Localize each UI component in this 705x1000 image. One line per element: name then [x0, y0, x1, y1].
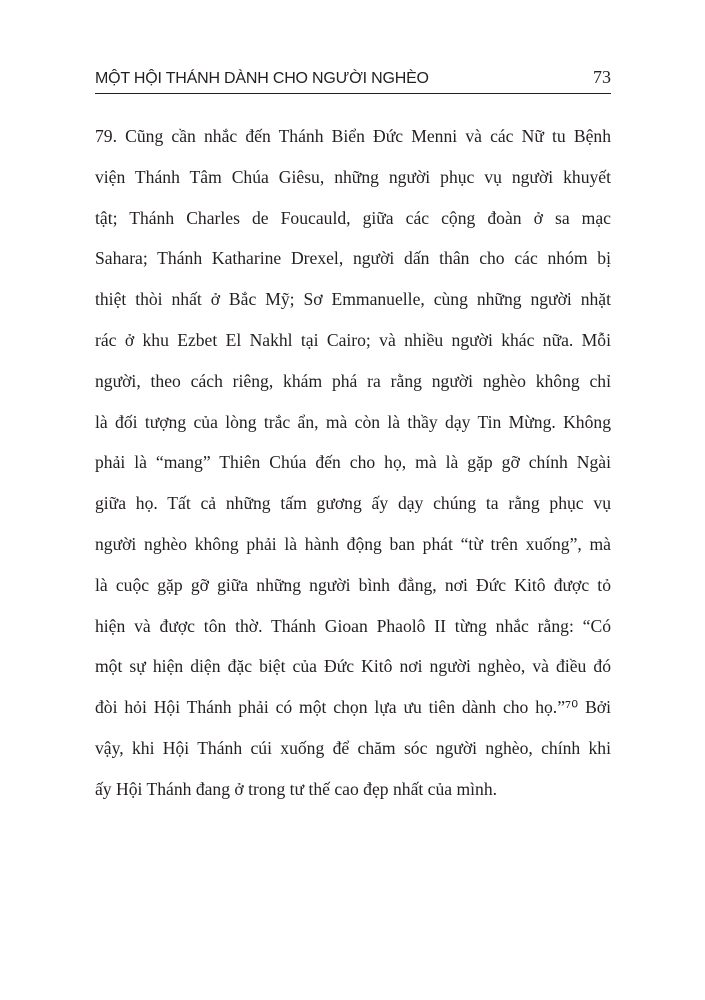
text-line: là cuộc gặp gỡ giữa những người bình đẳng, nơi Đức Kitô được tỏ	[95, 574, 611, 595]
text-line: giữa họ. Tất cả những tấm gương ấy dạy chúng ta rằng phục vụ	[95, 493, 611, 514]
page-number: 73	[593, 67, 611, 87]
body-paragraph	[95, 116, 611, 810]
text-line: vậy, khi Hội Thánh cúi xuống để chăm sóc người nghèo, chính khi	[95, 737, 611, 758]
text-line: hiện và được tôn thờ. Thánh Gioan Phaolô II từng nhắc rằng: “Có	[95, 615, 611, 636]
text-line: đòi hỏi Hội Thánh phải có một chọn lựa ưu tiên dành cho họ.”⁷⁰ Bởi	[95, 697, 611, 718]
text-line: người, theo cách riêng, khám phá ra rằng người nghèo không chỉ	[95, 370, 611, 391]
text-line: người nghèo không phải là hành động ban phát “từ trên xuống”, mà	[95, 533, 611, 554]
text-line: thiệt thòi nhất ở Bắc Mỹ; Sơ Emmanuelle, cùng những người nhặt	[95, 289, 611, 310]
text-line: ấy Hội Thánh đang ở trong tư thế cao đẹp nhất của mình.	[95, 778, 498, 799]
text-line: Sahara; Thánh Katharine Drexel, người dấn thân cho các nhóm bị	[95, 248, 611, 269]
text-line: viện Thánh Tâm Chúa Giêsu, những người phục vụ người khuyết	[95, 166, 611, 187]
text-line: rác ở khu Ezbet El Nakhl tại Cairo; và nhiều người khác nữa. Mỗi	[95, 329, 611, 350]
running-header	[95, 62, 611, 88]
header-rule	[95, 93, 611, 94]
text-line: tật; Thánh Charles de Foucauld, giữa các cộng đoàn ở sa mạc	[95, 207, 611, 228]
text-line: là đối tượng của lòng trắc ẩn, mà còn là thầy dạy Tin Mừng. Không	[95, 411, 611, 432]
text-line: một sự hiện diện đặc biệt của Đức Kitô nơi người nghèo, và điều đó	[95, 656, 611, 677]
text-line: phải là “mang” Thiên Chúa đến cho họ, mà là gặp gỡ chính Ngài	[95, 452, 611, 473]
running-header-title: MỘT HỘI THÁNH DÀNH CHO NGƯỜI NGHÈO	[95, 70, 429, 87]
text-line: 79. Cũng cần nhắc đến Thánh Biển Đức Menni và các Nữ tu Bệnh	[95, 126, 611, 146]
